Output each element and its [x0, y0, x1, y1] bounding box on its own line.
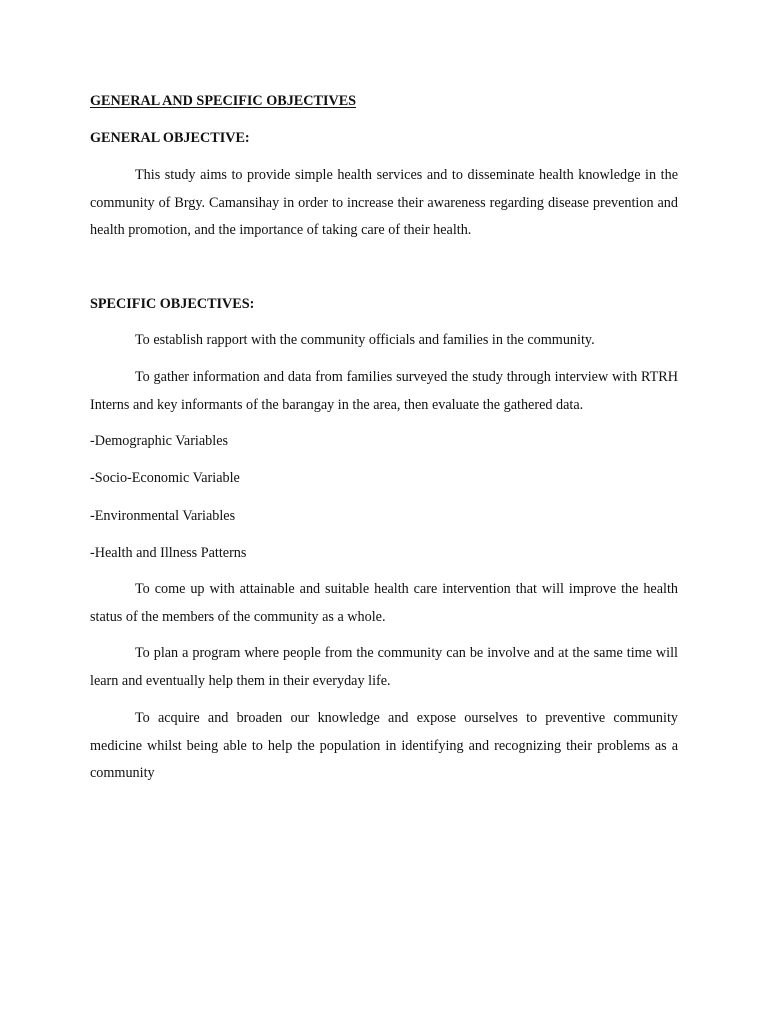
specific-objective-2: To gather information and data from families surveyed the study through interview with RTRH Interns and key informants of the barangay in the area, then evaluate the gathered data.	[90, 369, 678, 413]
specific-objectives-heading: SPECIFIC OBJECTIVES:	[90, 296, 255, 312]
variable-item-environmental: -Environmental Variables	[90, 508, 236, 524]
specific-objective-5: To acquire and broaden our knowledge and expose ourselves to preventive community medicine whilst being able to help the population in identifying and recognizing their problems as a community	[90, 710, 678, 781]
specific-objective-1: To establish rapport with the community officials and families in the community.	[135, 332, 595, 348]
specific-objective-4: To plan a program where people from the community can be involve and at the same time will learn and eventually help them in their everyday life.	[90, 645, 678, 689]
variable-item-socio-economic: -Socio-Economic Variable	[90, 470, 240, 486]
general-objective-paragraph: This study aims to provide simple health services and to disseminate health knowledge in the community of Brgy. Camansihay in order to increase their awareness regarding disease prevention and health promotion, and the importance of taking care of their health.	[90, 167, 678, 238]
variable-item-demographic: -Demographic Variables	[90, 433, 229, 449]
main-title: GENERAL AND SPECIFIC OBJECTIVES	[90, 93, 357, 109]
specific-objective-3: To come up with attainable and suitable health care intervention that will improve the health status of the members of the community as a whole.	[90, 581, 678, 625]
general-objective-heading: GENERAL OBJECTIVE:	[90, 130, 250, 146]
variable-item-health-illness: -Health and Illness Patterns	[90, 545, 247, 561]
